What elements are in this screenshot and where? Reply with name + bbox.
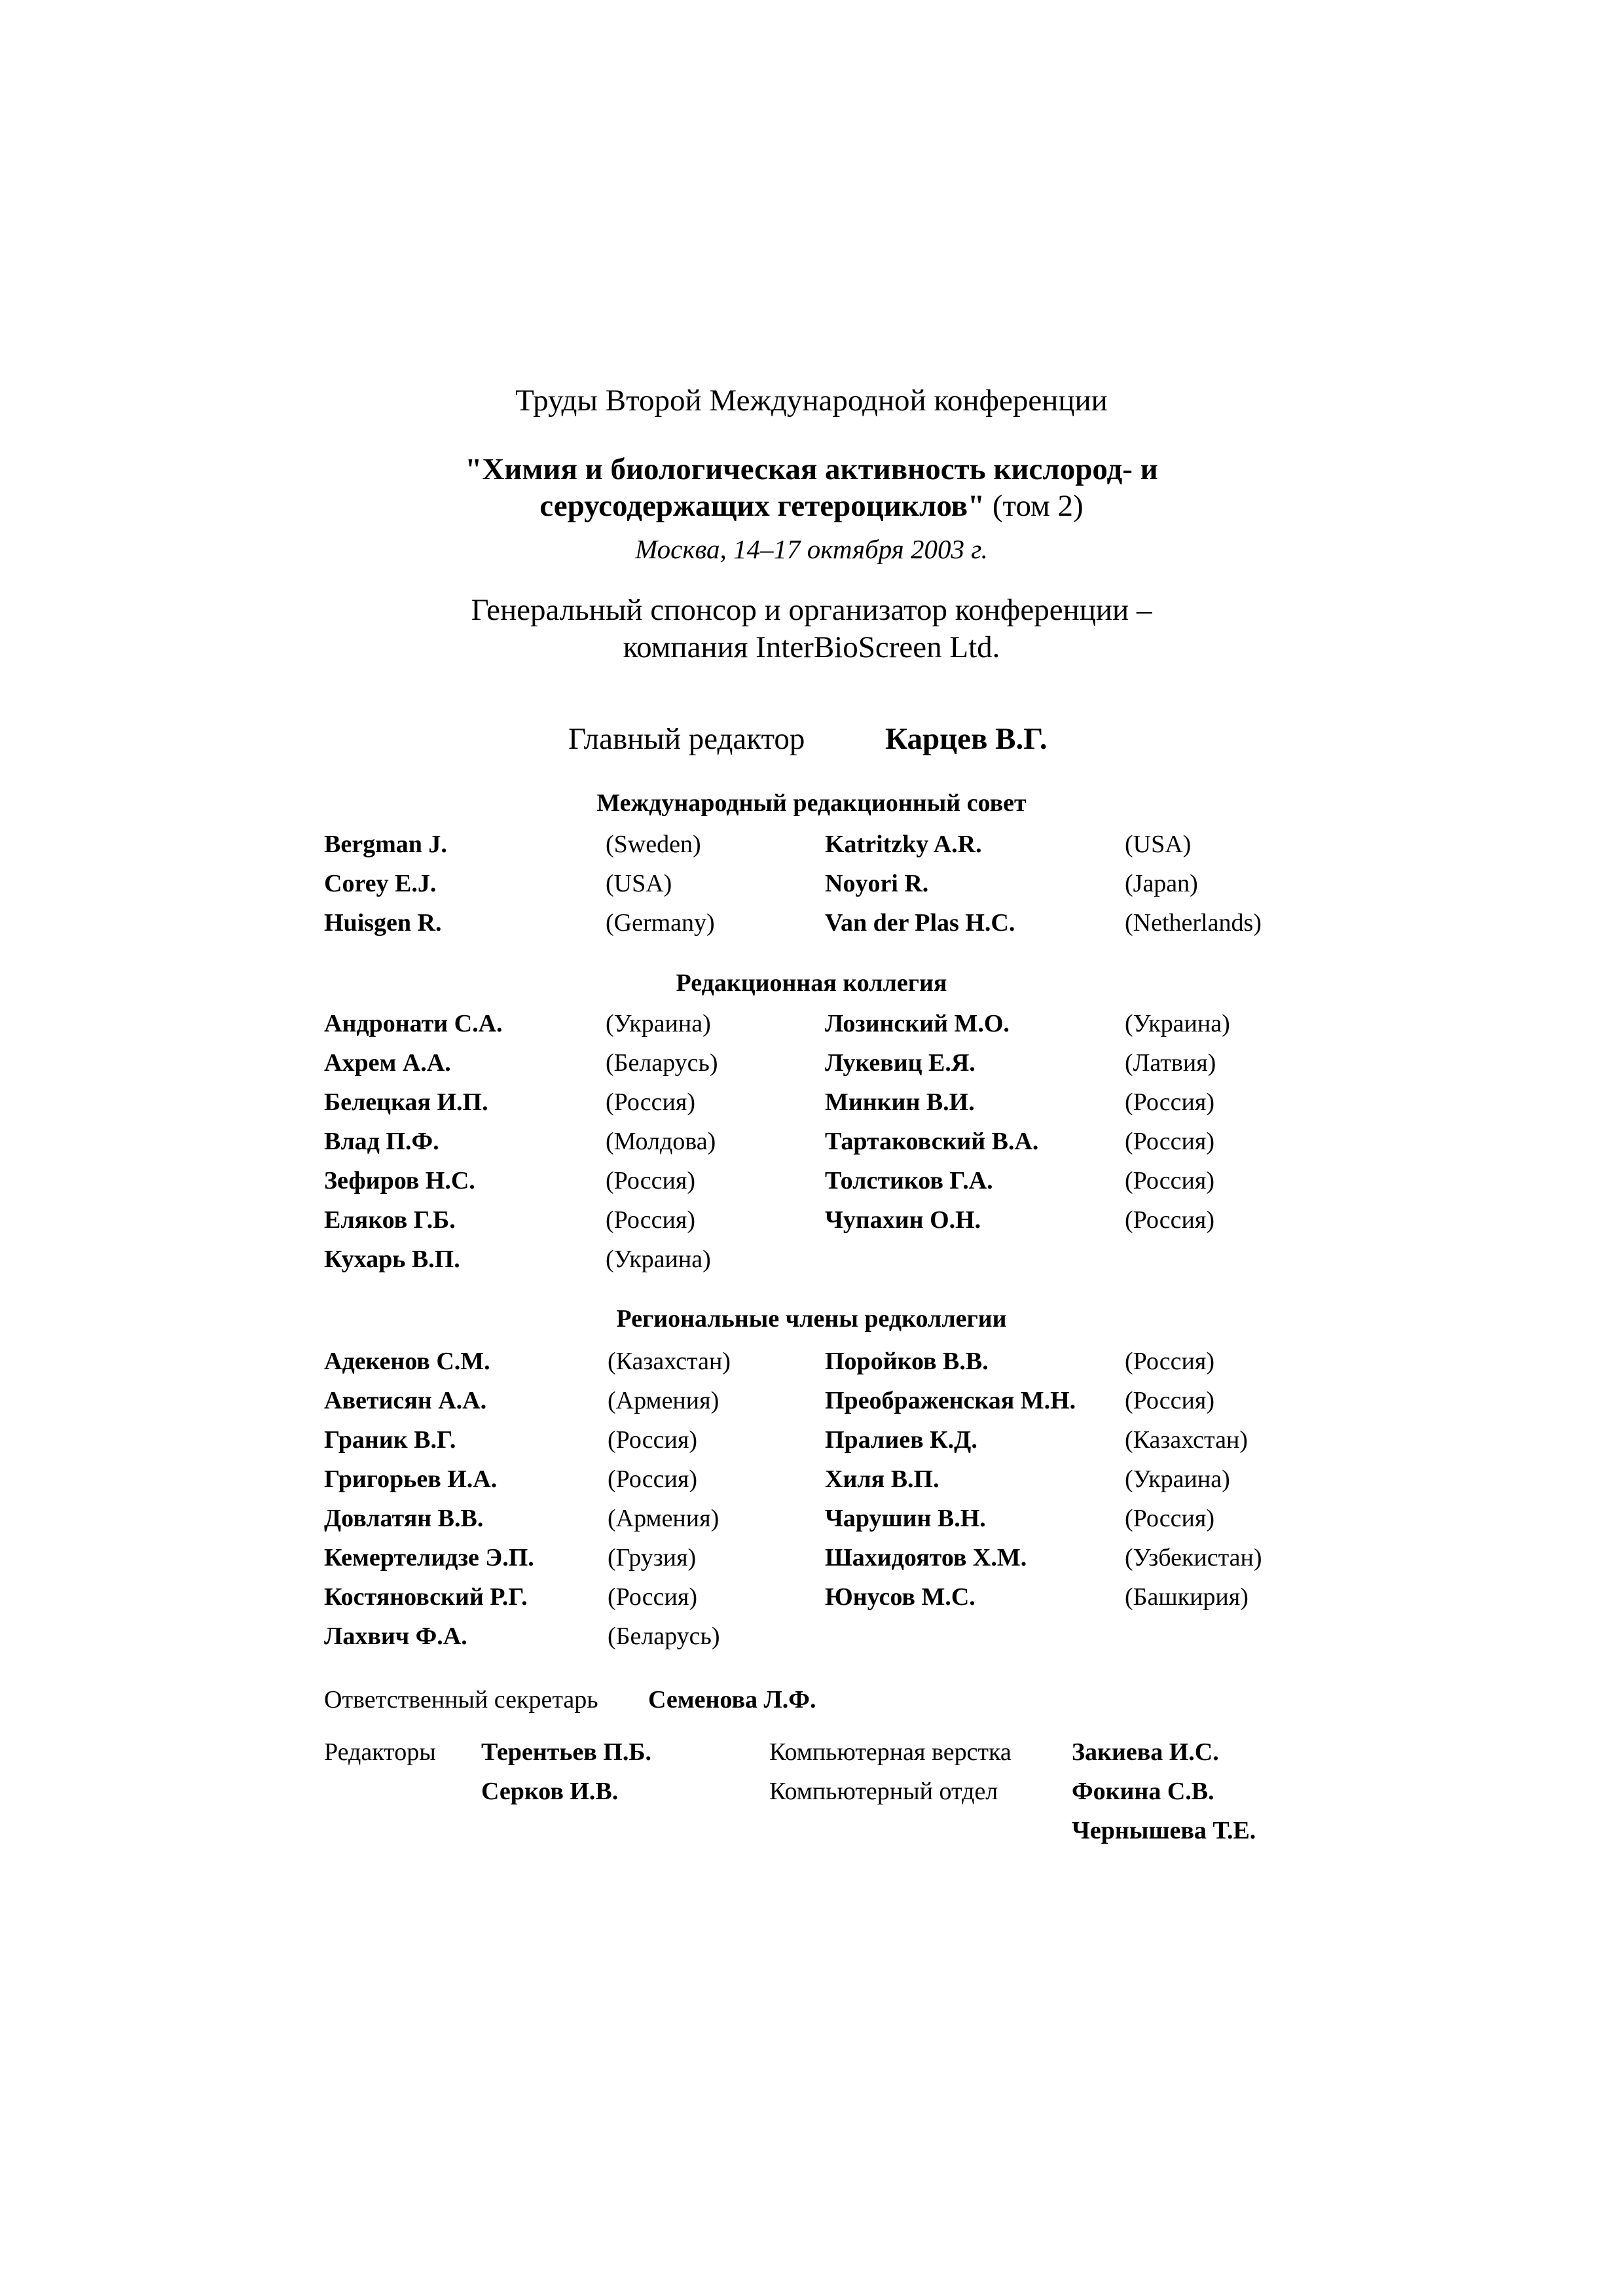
member-country: (Украина) (1125, 1010, 1230, 1037)
member-name: Адекенов С.М. (324, 1348, 490, 1375)
editors-label: Редакторы (324, 1738, 436, 1766)
member-country: (Россия) (1125, 1128, 1214, 1155)
conference-title-line-2 (0, 488, 1623, 524)
member-country: (Казахстан) (1125, 1426, 1248, 1454)
member-country: (Germany) (606, 909, 715, 937)
member-name: Зефиров Н.С. (324, 1167, 475, 1194)
member-name: Пралиев К.Д. (825, 1426, 977, 1454)
member-country: (Украина) (606, 1010, 711, 1037)
member-name: Костяновский Р.Г. (324, 1583, 528, 1611)
sponsor-line-2: компания InterBioScreen Ltd. (623, 630, 1000, 664)
member-country: (Россия) (606, 1167, 695, 1194)
member-name: Кемертелидзе Э.П. (324, 1544, 534, 1571)
member-name: Тартаковский В.А. (825, 1128, 1039, 1155)
member-name: Юнусов М.С. (825, 1583, 976, 1611)
member-country: (Россия) (608, 1465, 697, 1493)
member-country: (Украина) (1125, 1465, 1230, 1493)
member-country: (Россия) (1125, 1348, 1214, 1375)
member-country: (Башкирия) (1125, 1583, 1249, 1611)
proceedings-title: Труды Второй Международной конференции (515, 384, 1108, 418)
member-country: (Узбекистан) (1125, 1544, 1262, 1571)
member-name: Чарушин В.Н. (825, 1505, 986, 1532)
international-board-title: Международный редакционный совет (596, 789, 1027, 817)
member-name: Андронати С.А. (324, 1010, 503, 1037)
chief-editor-name: Карцев В.Г. (885, 722, 1048, 756)
member-name: Еляков Г.Б. (324, 1206, 456, 1234)
dept-name: Фокина С.В. (1072, 1778, 1214, 1805)
member-name: Аветисян А.А. (324, 1387, 487, 1414)
member-country: (Россия) (608, 1426, 697, 1454)
member-country: (Россия) (1125, 1387, 1214, 1414)
member-name: Толстиков Г.А. (825, 1167, 993, 1194)
member-name: Довлатян В.В. (324, 1505, 484, 1532)
member-country: (Россия) (606, 1088, 695, 1116)
member-name: Хиля В.П. (825, 1465, 939, 1493)
member-country: (Казахстан) (608, 1348, 731, 1375)
member-country: (Россия) (1125, 1206, 1214, 1234)
member-country: (Латвия) (1125, 1049, 1216, 1077)
member-country: (Netherlands) (1125, 909, 1262, 937)
member-name: Граник В.Г. (324, 1426, 456, 1454)
member-name: Чупахин О.Н. (825, 1206, 981, 1234)
member-country: (Украина) (606, 1246, 711, 1273)
member-country: (Россия) (1125, 1167, 1214, 1194)
member-country: (USA) (1125, 831, 1192, 858)
member-country: (Армения) (608, 1387, 720, 1414)
editor-name: Терентьев П.Б. (481, 1738, 651, 1766)
dept-label: Компьютерный отдел (769, 1778, 998, 1805)
chief-editor-label: Главный редактор (568, 722, 805, 756)
member-name: Bergman J. (324, 831, 447, 858)
regional-board-title: Региональные члены редколлегии (616, 1305, 1007, 1333)
editorial-board-title: Редакционная коллегия (676, 969, 947, 997)
member-name: Влад П.Ф. (324, 1128, 439, 1155)
member-country: (Россия) (1125, 1088, 1214, 1116)
member-name: Corey E.J. (324, 870, 437, 897)
volume-label: (том 2) (985, 489, 1084, 523)
dept-name: Чернышева Т.Е. (1072, 1817, 1256, 1844)
member-name: Шахидоятов Х.М. (825, 1544, 1027, 1571)
member-country: (Грузия) (608, 1544, 697, 1571)
member-name: Григорьев И.А. (324, 1465, 498, 1493)
conference-title-line-2-bold: серусодержащих гетероциклов" (539, 489, 985, 523)
member-name: Минкин В.И. (825, 1088, 975, 1116)
conference-title-line-1: "Химия и биологическая активность кислород- и (465, 452, 1158, 486)
member-country: (Россия) (606, 1206, 695, 1234)
sponsor-line-1: Генеральный спонсор и организатор конференции – (471, 593, 1152, 627)
editor-name: Серков И.В. (481, 1778, 619, 1805)
member-name: Ахрем А.А. (324, 1049, 451, 1077)
member-name: Лахвич Ф.А. (324, 1623, 467, 1650)
member-name: Лозинский М.О. (825, 1010, 1010, 1037)
member-name: Katritzky A.R. (825, 831, 982, 858)
layout-name: Закиева И.С. (1072, 1738, 1219, 1766)
member-name: Huisgen R. (324, 909, 442, 937)
layout-label: Компьютерная верстка (769, 1738, 1012, 1766)
member-country: (Беларусь) (608, 1623, 720, 1650)
member-name: Noyori R. (825, 870, 929, 897)
member-name: Белецкая И.П. (324, 1088, 488, 1116)
member-country: (Россия) (608, 1583, 697, 1611)
member-name: Преображенская М.Н. (825, 1387, 1076, 1414)
member-country: (Армения) (608, 1505, 720, 1532)
secretary-name: Семенова Л.Ф. (648, 1686, 816, 1713)
member-country: (Молдова) (606, 1128, 716, 1155)
member-country: (Sweden) (606, 831, 701, 858)
member-country: (USA) (606, 870, 672, 897)
member-name: Поройков В.В. (825, 1348, 989, 1375)
member-name: Лукевиц Е.Я. (825, 1049, 976, 1077)
member-name: Кухарь В.П. (324, 1246, 460, 1273)
member-country: (Россия) (1125, 1505, 1214, 1532)
place-and-date: Москва, 14–17 октября 2003 г. (635, 534, 988, 564)
member-country: (Japan) (1125, 870, 1198, 897)
member-country: (Беларусь) (606, 1049, 718, 1077)
member-name: Van der Plas H.C. (825, 909, 1015, 937)
secretary-label: Ответственный секретарь (324, 1686, 598, 1713)
